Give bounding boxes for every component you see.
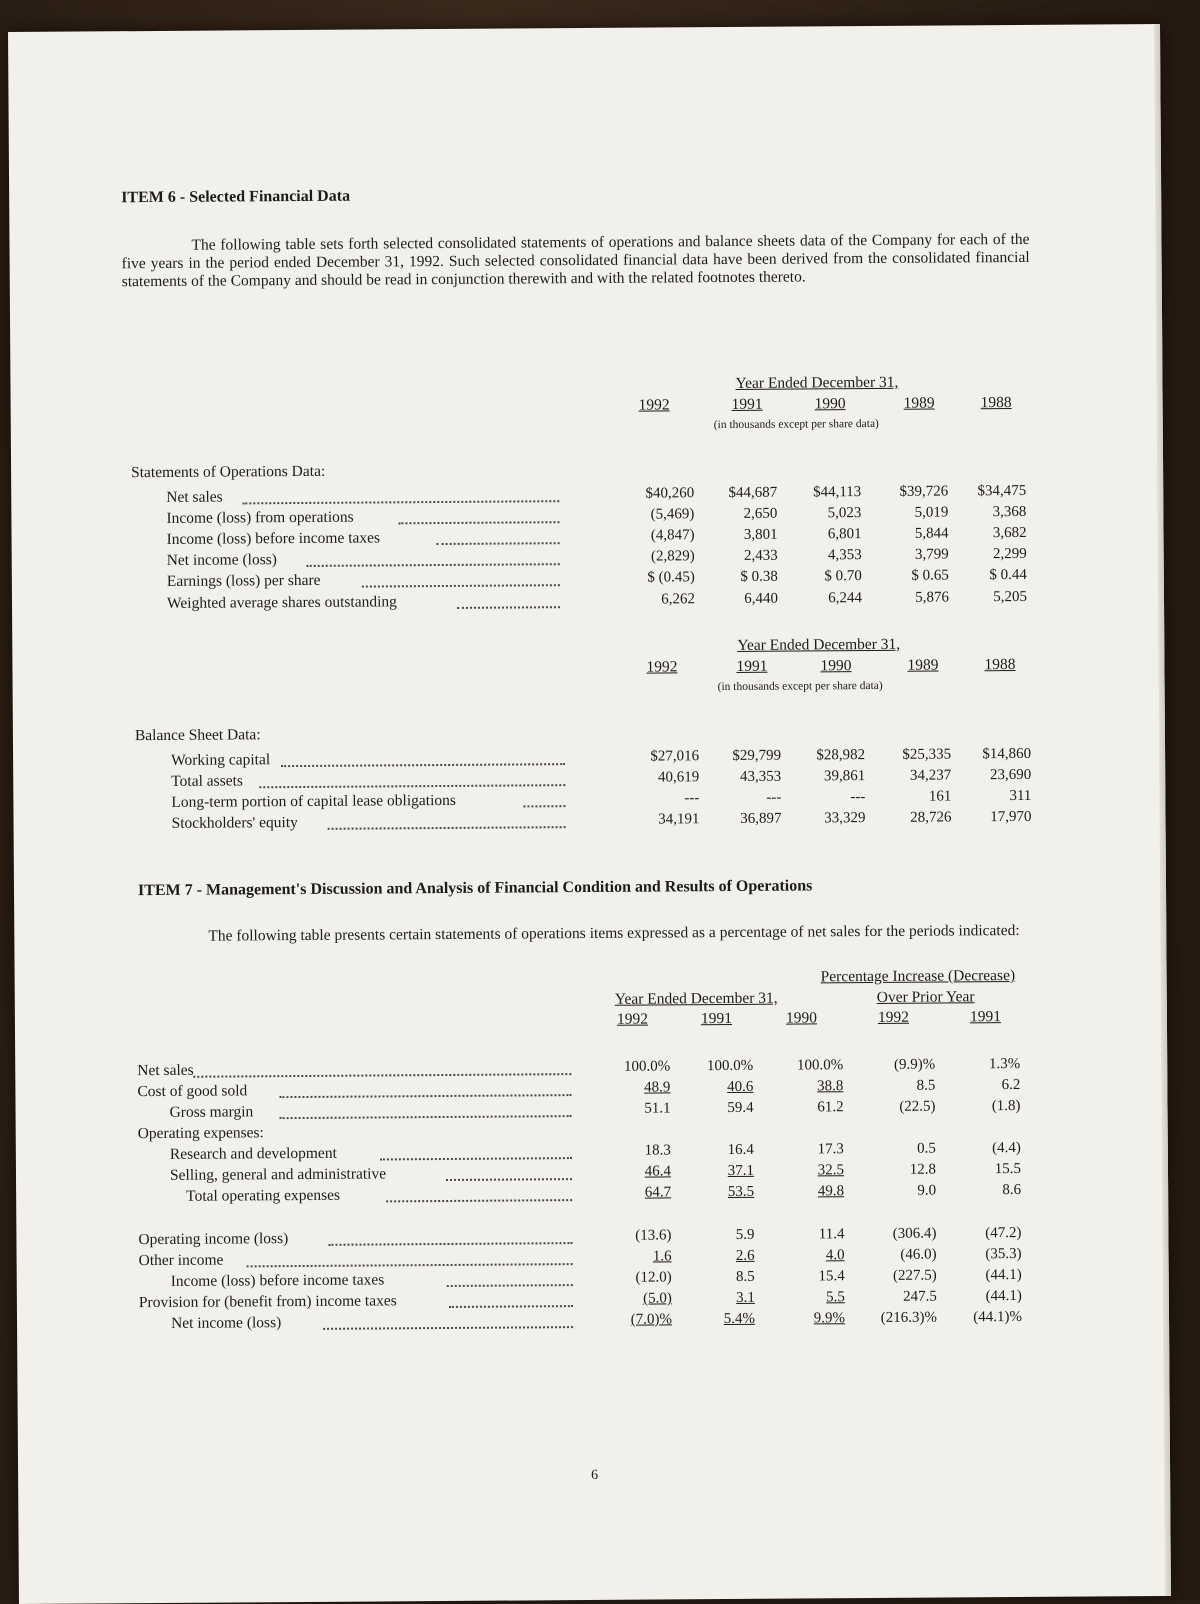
pct-dot-leader	[386, 1199, 572, 1202]
bal-cell: 34,191	[658, 811, 700, 828]
bal-cell: 311	[1009, 787, 1032, 805]
ops-cell: $44,687	[728, 484, 778, 502]
pct-cell: 49.8	[817, 1183, 845, 1200]
pct-cell: 37.1	[727, 1162, 755, 1180]
pct-cell: 0.5	[917, 1140, 936, 1157]
pct-cell: (1.8)	[991, 1097, 1021, 1115]
bal-year-1989: 1989	[907, 656, 939, 674]
ops-cell: (2,829)	[650, 548, 695, 565]
pct-cell: 8.5	[916, 1077, 936, 1094]
bal-column-group: Year Ended December 31,	[737, 635, 901, 654]
bal-row-label: Working capital	[171, 751, 271, 769]
pct-cell: 8.5	[735, 1268, 755, 1285]
pct-row-label: Operating expenses:	[137, 1124, 264, 1143]
bal-cell: 34,237	[909, 767, 952, 784]
ops-cell: (5,469)	[650, 506, 695, 523]
pct-cell: 51.1	[644, 1100, 671, 1117]
bal-units-note: (in thousands except per share data)	[717, 679, 883, 694]
ops-cell: 3,801	[743, 526, 778, 543]
bal-dot-leader	[523, 805, 565, 807]
pct-row-label: Research and development	[169, 1144, 337, 1163]
ops-year-1989: 1989	[903, 394, 935, 412]
pct-row-label: Selling, general and administrative	[169, 1165, 387, 1184]
pct-change-1991: 1991	[969, 1008, 1001, 1026]
pct-cell: 100.0%	[623, 1058, 671, 1075]
ops-cell: 6,262	[661, 591, 696, 608]
ops-year-1991: 1991	[731, 395, 763, 413]
pct-cell: 46.4	[644, 1163, 672, 1180]
ops-cell: $39,726	[899, 483, 949, 500]
pct-cell: (7.0)%	[630, 1311, 673, 1328]
item7-paragraph	[138, 922, 1036, 946]
pct-cell: (22.5)	[899, 1098, 936, 1115]
ops-row-label: Net sales	[166, 488, 223, 506]
pct-cell: (227.5)	[892, 1267, 937, 1284]
bal-cell: $25,335	[902, 746, 952, 763]
bal-year-1988: 1988	[984, 656, 1016, 674]
pct-row-label: Provision for (benefit from) income taxes	[138, 1292, 397, 1312]
document-page	[8, 24, 1171, 1604]
pct-dot-leader	[446, 1178, 572, 1181]
ops-cell: (4,847)	[650, 527, 695, 544]
ops-cell: 2,299	[992, 545, 1027, 563]
pct-dot-leader	[328, 1242, 572, 1246]
pct-cell: 100.0%	[706, 1057, 754, 1075]
pct-group-title: Percentage Increase (Decrease)	[820, 967, 1016, 986]
bal-dot-leader	[259, 784, 565, 788]
pct-cell: 15.5	[994, 1160, 1022, 1178]
pct-row-label: Net income (loss)	[170, 1314, 282, 1332]
ops-dot-leader	[437, 542, 560, 545]
ops-cell: 5,844	[914, 525, 949, 542]
ops-year-1990: 1990	[814, 395, 846, 413]
pct-cell: 5.4%	[723, 1310, 756, 1328]
pct-cell: 1.6	[652, 1248, 672, 1265]
pct-dot-leader	[380, 1157, 572, 1160]
ops-year-1992: 1992	[638, 396, 670, 414]
pct-cell: (46.0)	[900, 1246, 937, 1263]
ops-cell: $ (0.45)	[647, 569, 695, 586]
pct-cell: (47.2)	[985, 1224, 1022, 1242]
pct-dot-leader	[247, 1263, 573, 1267]
pct-row-label: Cost of good sold	[137, 1082, 248, 1101]
pct-cell: 17.3	[817, 1141, 844, 1158]
pct-row-label: Operating income (loss)	[138, 1230, 289, 1249]
pct-dot-leader	[280, 1115, 572, 1119]
pct-dot-leader	[323, 1326, 573, 1330]
pct-cell: 32.5	[817, 1162, 845, 1179]
pct-cell: (13.6)	[635, 1227, 672, 1244]
bal-dot-leader	[281, 763, 565, 767]
ops-cell: $ 0.44	[989, 566, 1027, 584]
bal-cell: 28,726	[910, 809, 952, 826]
ops-cell: 6,244	[828, 590, 863, 607]
pct-dot-leader	[279, 1094, 571, 1098]
bal-year-1990: 1990	[820, 657, 852, 675]
item6-paragraph	[121, 231, 1029, 291]
pct-cell: 2.6	[735, 1247, 755, 1264]
pct-cell: 18.3	[644, 1142, 671, 1159]
pct-cell: 48.9	[644, 1079, 671, 1096]
bal-cell: $14,860	[982, 745, 1032, 763]
page-content	[8, 24, 1171, 1604]
pct-cell: (35.3)	[985, 1245, 1022, 1263]
bal-cell: ---	[766, 789, 782, 806]
pct-cell: 53.5	[727, 1183, 755, 1201]
page-number: 6	[591, 1467, 599, 1483]
item6-heading: ITEM 6 - Selected Financial Data	[121, 187, 351, 207]
pct-cell: (306.4)	[892, 1225, 937, 1242]
pct-cell: 8.6	[1002, 1181, 1022, 1199]
pct-cell: 9.0	[917, 1182, 937, 1199]
bal-year-1992: 1992	[646, 658, 678, 676]
ops-dot-leader	[398, 521, 559, 524]
ops-cell: 6,440	[744, 590, 779, 607]
ops-cell: 5,019	[914, 504, 949, 521]
bal-cell: ---	[850, 789, 866, 806]
pct-cell: 5.9	[735, 1226, 755, 1243]
ops-cell: $ 0.70	[824, 568, 862, 585]
bal-row-label: Stockholders' equity	[171, 814, 298, 832]
ops-row-label: Weighted average shares outstanding	[166, 593, 397, 612]
ops-column-group: Year Ended December 31,	[735, 373, 899, 392]
pct-cell: 12.8	[909, 1161, 937, 1178]
pct-cell: 40.6	[727, 1078, 754, 1096]
pct-dot-leader	[193, 1073, 571, 1078]
bal-cell: 40,619	[657, 769, 700, 786]
ops-cell: 2,433	[743, 547, 778, 564]
balance-section-title: Balance Sheet Data:	[134, 726, 261, 745]
pct-row-label: Gross margin	[169, 1103, 254, 1121]
year-group-title: Year Ended December 31,	[614, 989, 778, 1008]
pct-cell: 100.0%	[796, 1057, 844, 1074]
ops-cell: $ 0.65	[911, 567, 949, 584]
bal-cell: $28,982	[816, 747, 866, 764]
ops-cell: 3,368	[992, 503, 1027, 521]
ops-cell: 3,682	[992, 524, 1027, 542]
bal-cell: 161	[928, 788, 952, 805]
pct-row-label: Income (loss) before income taxes	[170, 1271, 385, 1290]
ops-cell: $40,260	[645, 485, 695, 502]
ops-cell: $34,475	[977, 482, 1027, 500]
item6-paragraph-text: The following table sets forth selected consolidated statements of operations and balance sheets data of the Company for each of the five years in the period ended December 31, 1992. Such selected consolidated financial data have been derived from the consolidated financial statements of the Company and should be read in conjunction therewith and with the related footnotes thereto.	[121, 230, 1030, 291]
ops-year-1988: 1988	[980, 394, 1012, 412]
ops-row-label: Income (loss) before income taxes	[166, 529, 381, 548]
ops-row-label: Earnings (loss) per share	[166, 571, 321, 590]
item7-paragraph-text: The following table presents certain statements of operations items expressed as a percentage of net sales for the periods indicated:	[208, 921, 1020, 945]
pct-cell: (4.4)	[992, 1139, 1021, 1157]
pct-cell: 3.1	[736, 1289, 755, 1306]
pct-cell: 61.2	[817, 1099, 844, 1116]
pct-cell: 59.4	[727, 1099, 754, 1117]
pct-year-1991: 1991	[700, 1009, 732, 1028]
pct-cell: (44.1)	[985, 1266, 1022, 1284]
pct-cell: 5.5	[826, 1289, 845, 1306]
bal-cell: 33,329	[824, 810, 866, 827]
ops-cell: 4,353	[827, 547, 862, 564]
pct-cell: 4.0	[825, 1247, 845, 1264]
bal-cell: 36,897	[740, 810, 782, 827]
item7-heading: ITEM 7 - Management's Discussion and Analysis of Financial Condition and Results of Operations	[137, 877, 813, 900]
ops-cell: 2,650	[743, 505, 778, 522]
ops-row-label: Net income (loss)	[166, 551, 277, 569]
ops-cell: $44,113	[812, 484, 862, 501]
bal-cell: 39,861	[823, 768, 866, 785]
pct-cell: 1.3%	[988, 1055, 1021, 1073]
pct-row-label: Other income	[138, 1251, 224, 1270]
bal-cell: $27,016	[650, 748, 700, 765]
ops-dot-leader	[307, 563, 560, 567]
pct-cell: (9.9)%	[893, 1056, 936, 1073]
pct-cell: (5.0)	[643, 1290, 672, 1307]
pct-group-subtitle: Over Prior Year	[876, 988, 975, 1006]
ops-cell: 3,799	[914, 546, 949, 563]
ops-cell: 5,876	[915, 589, 950, 606]
ops-dot-leader	[362, 584, 560, 587]
bal-row-label: Long-term portion of capital lease obligations	[171, 791, 456, 811]
bal-cell: ---	[684, 790, 700, 807]
pct-dot-leader	[447, 1284, 573, 1287]
bal-cell: 23,690	[989, 766, 1032, 784]
pct-cell: 64.7	[644, 1184, 672, 1201]
pct-cell: 247.5	[903, 1288, 937, 1305]
pct-cell: 11.4	[818, 1226, 845, 1243]
pct-cell: 9.9%	[813, 1310, 846, 1327]
pct-dot-leader	[449, 1305, 573, 1308]
pct-year-1992: 1992	[616, 1010, 648, 1028]
ops-row-label: Income (loss) from operations	[166, 508, 354, 527]
bal-cell: $29,799	[732, 747, 782, 764]
bal-year-1991: 1991	[736, 657, 768, 675]
pct-cell: (12.0)	[635, 1269, 672, 1286]
pct-row-label: Net sales	[137, 1061, 194, 1080]
pct-cell: 6.2	[1001, 1076, 1021, 1094]
pct-year-1990: 1990	[785, 1009, 817, 1027]
pct-cell: (216.3)%	[880, 1309, 938, 1326]
operations-section-title: Statements of Operations Data:	[131, 462, 326, 482]
bal-dot-leader	[328, 826, 566, 830]
ops-cell: 5,205	[993, 588, 1028, 606]
bal-cell: 43,353	[739, 768, 782, 785]
ops-cell: 6,801	[827, 526, 862, 543]
ops-units-note: (in thousands except per share data)	[713, 417, 879, 432]
pct-cell: (44.1)	[985, 1287, 1022, 1305]
pct-cell: 38.8	[817, 1078, 844, 1095]
ops-cell: $ 0.38	[740, 568, 778, 585]
pct-change-1992: 1992	[877, 1008, 909, 1026]
ops-dot-leader	[242, 500, 559, 504]
bal-row-label: Total assets	[171, 772, 243, 790]
ops-cell: 5,023	[827, 505, 862, 522]
bal-cell: 17,970	[990, 808, 1032, 826]
pct-row-label: Total operating expenses	[186, 1186, 341, 1205]
ops-dot-leader	[457, 606, 560, 609]
pct-cell: 15.4	[818, 1268, 845, 1285]
pct-cell: (44.1)%	[973, 1308, 1023, 1326]
pct-cell: 16.4	[727, 1141, 754, 1159]
